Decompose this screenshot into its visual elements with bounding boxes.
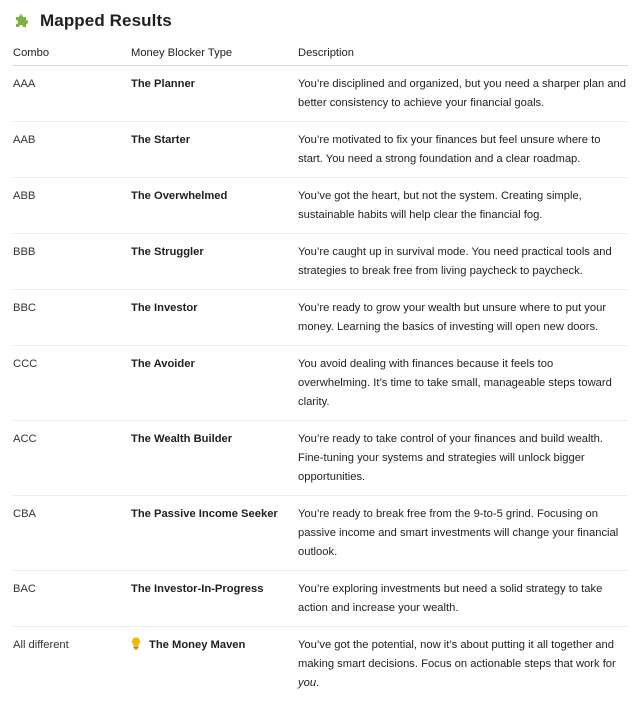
column-header-description: Description (298, 41, 628, 66)
combo-cell: CCC (13, 346, 131, 382)
description-cell: You avoid dealing with finances because it feels too overwhelming. It’s time to take small, manageable steps toward clarity. (298, 346, 628, 420)
table-row (13, 627, 628, 701)
type-cell: The Avoider (131, 346, 298, 382)
description-cell: You’re motivated to fix your finances but feel unsure where to start. You need a strong foundation and a clear roadmap. (298, 122, 628, 177)
type-label: The Money Maven (149, 639, 245, 651)
combo-cell: AAB (13, 122, 131, 158)
table-row (13, 234, 628, 290)
description-end: . (316, 677, 319, 689)
type-cell: The Investor (131, 290, 298, 326)
type-cell: The Planner (131, 66, 298, 102)
combo-cell: BBB (13, 234, 131, 270)
description-cell: You’re caught up in survival mode. You need practical tools and strategies to break free from living paycheck to paycheck. (298, 234, 628, 289)
description-cell: You’re ready to take control of your finances and build wealth. Fine-tuning your systems and strategies will unlock bigger opportunities. (298, 421, 628, 495)
mapped-results-table (13, 41, 628, 701)
table-row (13, 178, 628, 234)
combo-cell: BAC (13, 571, 131, 607)
type-cell (131, 627, 298, 663)
table-row (13, 496, 628, 571)
lightbulb-icon (131, 637, 141, 650)
table-row (13, 571, 628, 627)
puzzle-icon (13, 12, 31, 30)
combo-cell: AAA (13, 66, 131, 102)
combo-cell: ACC (13, 421, 131, 457)
page-title: Mapped Results (40, 11, 172, 31)
type-cell: The Overwhelmed (131, 178, 298, 214)
section-header (13, 0, 629, 41)
column-header-combo: Combo (13, 41, 131, 66)
column-header-type: Money Blocker Type (131, 41, 298, 66)
description-cell: You’re ready to break free from the 9-to-5 grind. Focusing on passive income and smart investments will change your financial outlook. (298, 496, 628, 570)
description-emphasis: you (298, 677, 316, 689)
type-cell: The Wealth Builder (131, 421, 298, 457)
description-cell: You’re exploring investments but need a solid strategy to take action and increase your wealth. (298, 571, 628, 626)
description-cell (298, 627, 628, 701)
table-row (13, 346, 628, 421)
description-text: You’ve got the potential, now it’s about putting it all together and making smart decisions. Focus on actionable steps that work for (298, 639, 616, 670)
type-cell: The Starter (131, 122, 298, 158)
combo-cell: CBA (13, 496, 131, 532)
table-row (13, 421, 628, 496)
description-cell: You’ve got the heart, but not the system. Creating simple, sustainable habits will help clear the financial fog. (298, 178, 628, 233)
table-row (13, 290, 628, 346)
table-row (13, 122, 628, 178)
table-header-row (13, 41, 628, 66)
type-cell: The Investor-In-Progress (131, 571, 298, 607)
type-cell: The Struggler (131, 234, 298, 270)
description-cell: You’re disciplined and organized, but you need a sharper plan and better consistency to achieve your financial goals. (298, 66, 628, 121)
type-cell: The Passive Income Seeker (131, 496, 298, 532)
description-cell: You’re ready to grow your wealth but unsure where to put your money. Learning the basics of investing will open new doors. (298, 290, 628, 345)
combo-cell: All different (13, 627, 131, 663)
table-row (13, 66, 628, 122)
combo-cell: BBC (13, 290, 131, 326)
combo-cell: ABB (13, 178, 131, 214)
